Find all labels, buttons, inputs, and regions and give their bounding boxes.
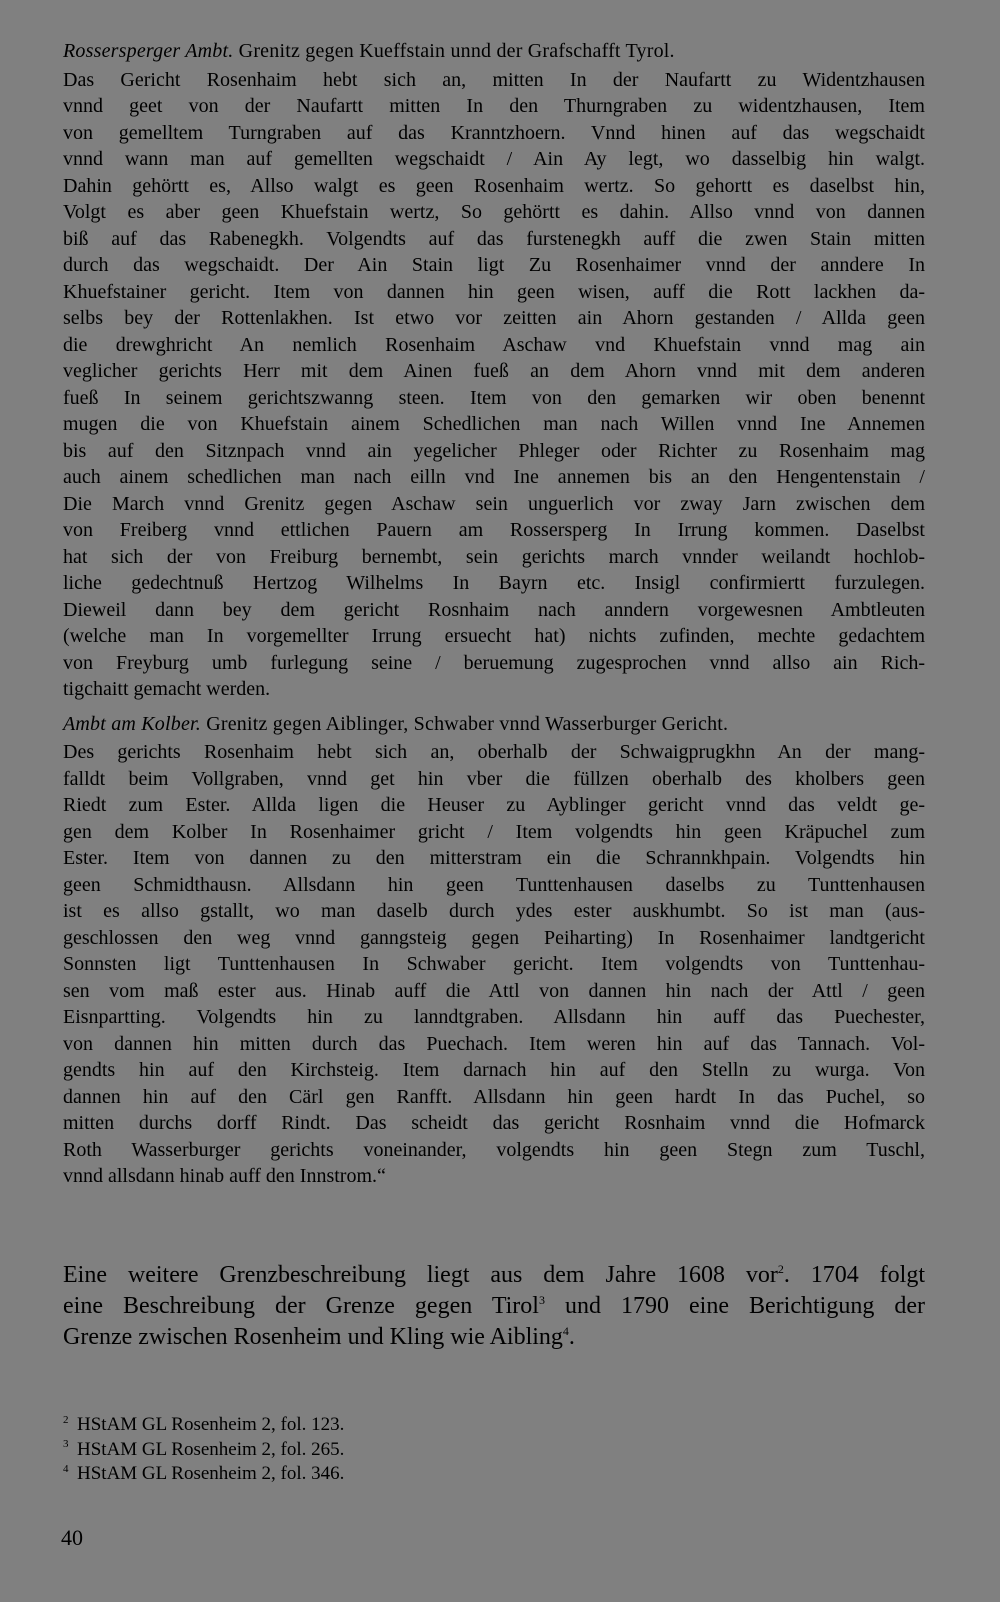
footnote: 2 HStAM GL Rosenheim 2, fol. 123.	[63, 1413, 345, 1435]
text-line: von gemelltem Turngraben auf das Kranntzhoern. Vnnd hinen auf das wegschaidt	[63, 121, 925, 144]
summary-paragraph	[63, 1260, 925, 1353]
text-line: vnnd geet von der Naufartt mitten In den Thurngraben zu widentzhausen, Item	[63, 95, 925, 117]
text-line: falldt beim Vollgraben, vnnd get hin vber die füllzen oberhalb des kholbers geen	[63, 767, 925, 790]
text-line: von Freiberg vnnd ettlichen Pauern am Rossersperg In Irrung kommen. Daselbst	[63, 519, 925, 541]
text-line: Die March vnnd Grenitz gegen Aschaw sein unguerlich vor zway Jarn zwischen dem	[63, 492, 925, 515]
summary-text: Grenze zwischen Rosenheim und Kling wie Aibling	[63, 1324, 563, 1350]
section-rossersperger-ambt	[63, 38, 925, 703]
text-line: mitten durchs dorff Rindt. Das scheidt das gericht Rosnhaim vnnd die Hofmarck	[63, 1112, 925, 1134]
summary-text: .	[568, 1324, 575, 1350]
section-heading	[63, 38, 925, 65]
text-line: ist es allso gstallt, wo man daselb durch ydes ester auskhumbt. So ist man (aus-	[63, 900, 925, 922]
summary-text: Eine weitere Grenzbeschreibung liegt aus dem Jahre 1608 vor	[63, 1262, 778, 1288]
footnote: 4 HStAM GL Rosenheim 2, fol. 346.	[63, 1462, 345, 1484]
section-heading	[63, 711, 925, 738]
text-line: Das Gericht Rosenhaim hebt sich an, mitten In der Naufartt zu Widentzhausen	[63, 68, 925, 91]
text-line: selbs bey der Rottenlakhen. Ist etwo vor zeitten ain Ahorn gestanden / Allda geen	[63, 307, 925, 329]
text-line: Eisnpartting. Volgendts hin zu lanndtgraben. Allsdann hin auff das Puechester,	[63, 1006, 925, 1028]
section-subtitle: Grenitz gegen Kueffstain unnd der Grafschafft Tyrol.	[238, 40, 675, 62]
summary-text: eine Beschreibung der Grenze gegen Tirol	[63, 1293, 539, 1319]
text-line: bis auf den Sitznpach vnnd ain yegelicher Phleger oder Richter zu Rosenhaim mag	[63, 439, 925, 462]
summary-text: und 1790 eine Berichtigung der	[544, 1293, 925, 1319]
text-line: von Freyburg umb furlegung seine / beruemung zugesprochen vnnd allso ain Rich-	[63, 651, 925, 674]
text-line: Dahin gehörtt es, Allso walgt es geen Rosenhaim wertz. So gehortt es daselbst hin,	[63, 174, 925, 197]
text-line: Roth Wasserburger gerichts voneinander, volgendts hin geen Stegn zum Tuschl,	[63, 1138, 925, 1161]
text-line: durch das wegschaidt. Der Ain Stain ligt Zu Rosenhaimer vnnd der anndere In	[63, 254, 925, 276]
summary-line	[63, 1322, 925, 1353]
text-line: biß auf das Rabenegkh. Volgendts auf das furstenegkh auff die zwen Stain mitten	[63, 227, 925, 250]
footnote-text: HStAM GL Rosenheim 2, fol. 265.	[77, 1438, 345, 1460]
summary-text: . 1704 folgt	[783, 1262, 926, 1288]
section-subtitle: Grenitz gegen Aiblinger, Schwaber vnnd Wasserburger Gericht.	[206, 712, 729, 735]
section-title: Rossersperger Ambt.	[63, 40, 234, 62]
text-line: vnnd wann man auf gemellten wegschaidt / Ain Ay legt, wo dasselbig hin walgt.	[63, 148, 925, 170]
text-line: gen dem Kolber In Rosenhaimer gricht / Item volgendts hin geen Kräpuchel zum	[63, 820, 925, 843]
footnote-reference[interactable]: 3	[538, 1293, 545, 1307]
footnotes	[63, 1413, 925, 1487]
document-page	[63, 38, 925, 1190]
summary-line	[63, 1260, 925, 1291]
text-line: mugen die von Khuefstain ainem Schedlichen man nach Willen vnnd Ine Annemen	[63, 413, 925, 435]
text-line: Riedt zum Ester. Allda ligen die Heuser zu Ayblinger gericht vnnd das veldt ge-	[63, 794, 925, 816]
footnote-reference[interactable]: 2	[777, 1262, 784, 1276]
text-line: (welche man In vorgemellter Irrung ersuecht hat) nichts zufinden, mechte gedachtem	[63, 625, 925, 647]
page-number: 40	[61, 1525, 83, 1550]
text-line: hat sich der von Freiburg bernembt, sein gerichts march vnnder weilandt hochlob-	[63, 545, 925, 568]
text-line: Sonnsten ligt Tunttenhausen In Schwaber gericht. Item volgendts von Tunttenhau-	[63, 953, 925, 975]
text-line: vnnd allsdann hinab auff den Innstrom.“	[63, 1165, 386, 1187]
text-line: gendts hin auf den Kirchsteig. Item darnach hin auf den Stelln zu wurga. Von	[63, 1059, 925, 1081]
text-line: Des gerichts Rosenhaim hebt sich an, oberhalb der Schwaigprugkhn An der mang-	[63, 741, 925, 763]
text-line: Khuefstainer gericht. Item von dannen hin geen wisen, auff die Rott lackhen da-	[63, 280, 925, 303]
text-line: dannen hin auf den Cärl gen Ranfft. Allsdann hin geen hardt In das Puchel, so	[63, 1085, 925, 1108]
text-line: Ester. Item von dannen zu den mitterstram ein die Schrannkhpain. Volgendts hin	[63, 847, 925, 869]
section-ambt-am-kolber	[63, 711, 925, 1190]
footnote-text: HStAM GL Rosenheim 2, fol. 123.	[77, 1414, 345, 1435]
text-line: tigchaitt gemacht werden.	[63, 678, 271, 700]
text-line: die drewghricht An nemlich Rosenhaim Aschaw vnd Khuefstain vnnd mag ain	[63, 333, 925, 356]
text-line: liche gedechtnuß Hertzog Wilhelms In Bayrn etc. Insigl confirmiertt furzulegen.	[63, 572, 925, 594]
footnote-text: HStAM GL Rosenheim 2, fol. 346.	[77, 1463, 345, 1484]
text-line: geen Schmidthausn. Allsdann hin geen Tunttenhausen daselbs zu Tunttenhausen	[63, 873, 925, 896]
text-line: auch ainem schedlichen man nach eilln vnd Ine annemen bis an den Hengentenstain /	[63, 466, 925, 488]
section-body	[63, 67, 925, 703]
text-line: fueß In seinem gerichtszwanng steen. Item von den gemarken wir oben benennt	[63, 386, 925, 409]
footnote: 3 HStAM GL Rosenheim 2, fol. 265.	[63, 1438, 345, 1460]
text-line: Dieweil dann bey dem gericht Rosnhaim nach anndern vorgewesnen Ambtleuten	[63, 598, 925, 621]
text-line: sen vom maß ester aus. Hinab auff die Attl von dannen hin nach der Attl / geen	[63, 979, 925, 1002]
text-line: Volgt es aber geen Khuefstain wertz, So gehörtt es dahin. Allso vnnd von dannen	[63, 201, 925, 223]
text-line: geschlossen den weg vnnd ganngsteig gegen Peiharting) In Rosenhaimer landtgericht	[63, 926, 925, 949]
section-title: Ambt am Kolber.	[63, 712, 201, 735]
text-line: veglicher gerichts Herr mit dem Ainen fueß an dem Ahorn vnnd mit dem anderen	[63, 360, 925, 382]
section-body	[63, 739, 925, 1190]
text-line: von dannen hin mitten durch das Puechach. Item weren hin auf das Tannach. Vol-	[63, 1032, 925, 1055]
summary-line	[63, 1291, 925, 1322]
footnote-reference[interactable]: 4	[562, 1324, 569, 1338]
